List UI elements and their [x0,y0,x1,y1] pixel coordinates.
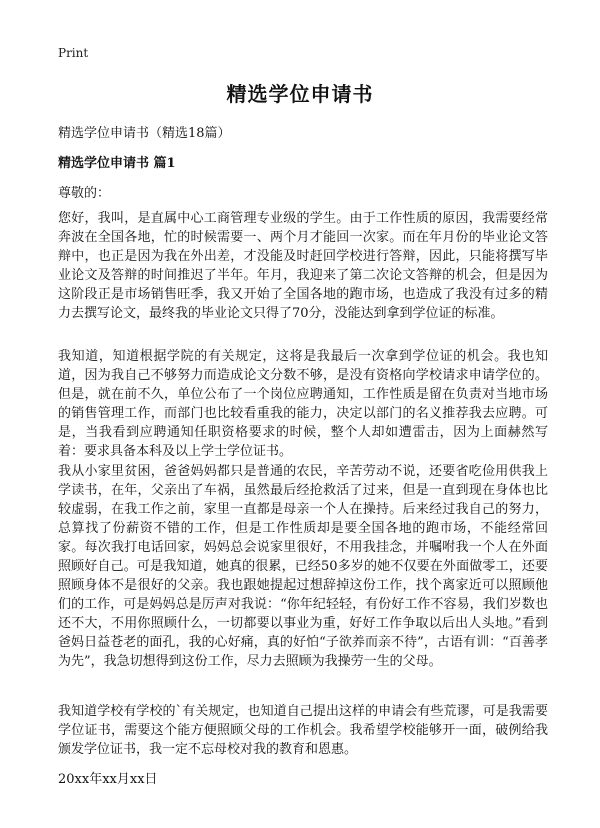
paragraph-2: 我知道，知道根据学院的有关规定，这将是我最后一次拿到学位证的机会。我也知道，因为我自己不够努力而造成论文分数不够，是没有资格向学校请求申请学位的。但是，就在前不久，单位公布了一个岗位应聘通知，工作性质是留在负责对当地市场的销售管理工作，而部门也比较看重我的能力，决定以部门的名义推荐我去应聘。可是，当我看到应聘通知任职资格要求的时候，整个人却如遭雷击，因为上面赫然写着：要求具备本科及以上学士学位证书。 [58,349,548,459]
greeting: 尊敬的： [58,186,111,201]
paragraph-4: 我知道学校有学校的`有关规定，也知道自己提出这样的申请会有些荒谬，可是我需要学位证书，需要这个能方便照顾父母的工作机会。我希望学校能够开一面，破例给我颁发学位证书，我一定不忘母校对我的教育和恩惠。 [58,704,548,757]
paragraph-1: 您好，我叫，是直属中心工商管理专业级的学生。由于工作性质的原因，我需要经常奔波在全国各地，忙的时候需要一、两个月才能回一次家。而在年月份的毕业论文答辩中，也正是因为我在外出差，才没能及时赶回学校进行答辩，因此，只能将撰写毕业论文及答辩的时间推迟了半年。年月，我迎来了第二次论文答辩的机会，但是因为这阶段正是市场销售旺季，我又开始了全国各地的跑市场，也造成了我没有过多的精力去撰写论文，最终我的毕业论文只得了70分，没能达到拿到学位证的标准。 [58,211,548,321]
document-subtitle: 精选学位申请书（精选18篇） [58,126,231,141]
page-title: 精选学位申请书 [226,82,374,106]
section-heading: 精选学位申请书 篇1 [58,156,176,171]
document-date: 20xx年xx月xx日 [58,772,158,787]
print-link[interactable]: Print [58,46,89,60]
paragraph-3: 我从小家里贫困，爸爸妈妈都只是普通的农民，辛苦劳动不说，还要省吃俭用供我上学读书，在年，父亲出了车祸，虽然最后经抢救活了过来，但是一直到现在身体也比较虚弱，在我工作之前，家里一直都是母亲一个人在操持。后来经过我自己的努力，总算找了份薪资不错的工作，但是工作性质却是要全国各地的跑市场，不能经常回家。每次我打电话回家，妈妈总会说家里很好，不用我挂念，并嘱咐我一个人在外面照顾好自己。可是我知道，她真的很累，已经50多岁的她不仅要在外面做零工，还要照顾身体不是很好的父亲。我也跟她提起过想辞掉这份工作，找个离家近可以照顾他们的工作，可是妈妈总是厉声对我说：“你年纪轻轻，有份好工作不容易，我们岁数也还不大，不用你照顾什么，一切都要以事业为重，好好工作争取以后出人头地。”看到爸妈日益苍老的面孔，我的心好痛，真的好怕“子欲养而亲不待”，古语有训：“百善孝为先”，我急切想得到这份工作，尽力去照顾为我操劳一生的父母。 [58,464,548,669]
